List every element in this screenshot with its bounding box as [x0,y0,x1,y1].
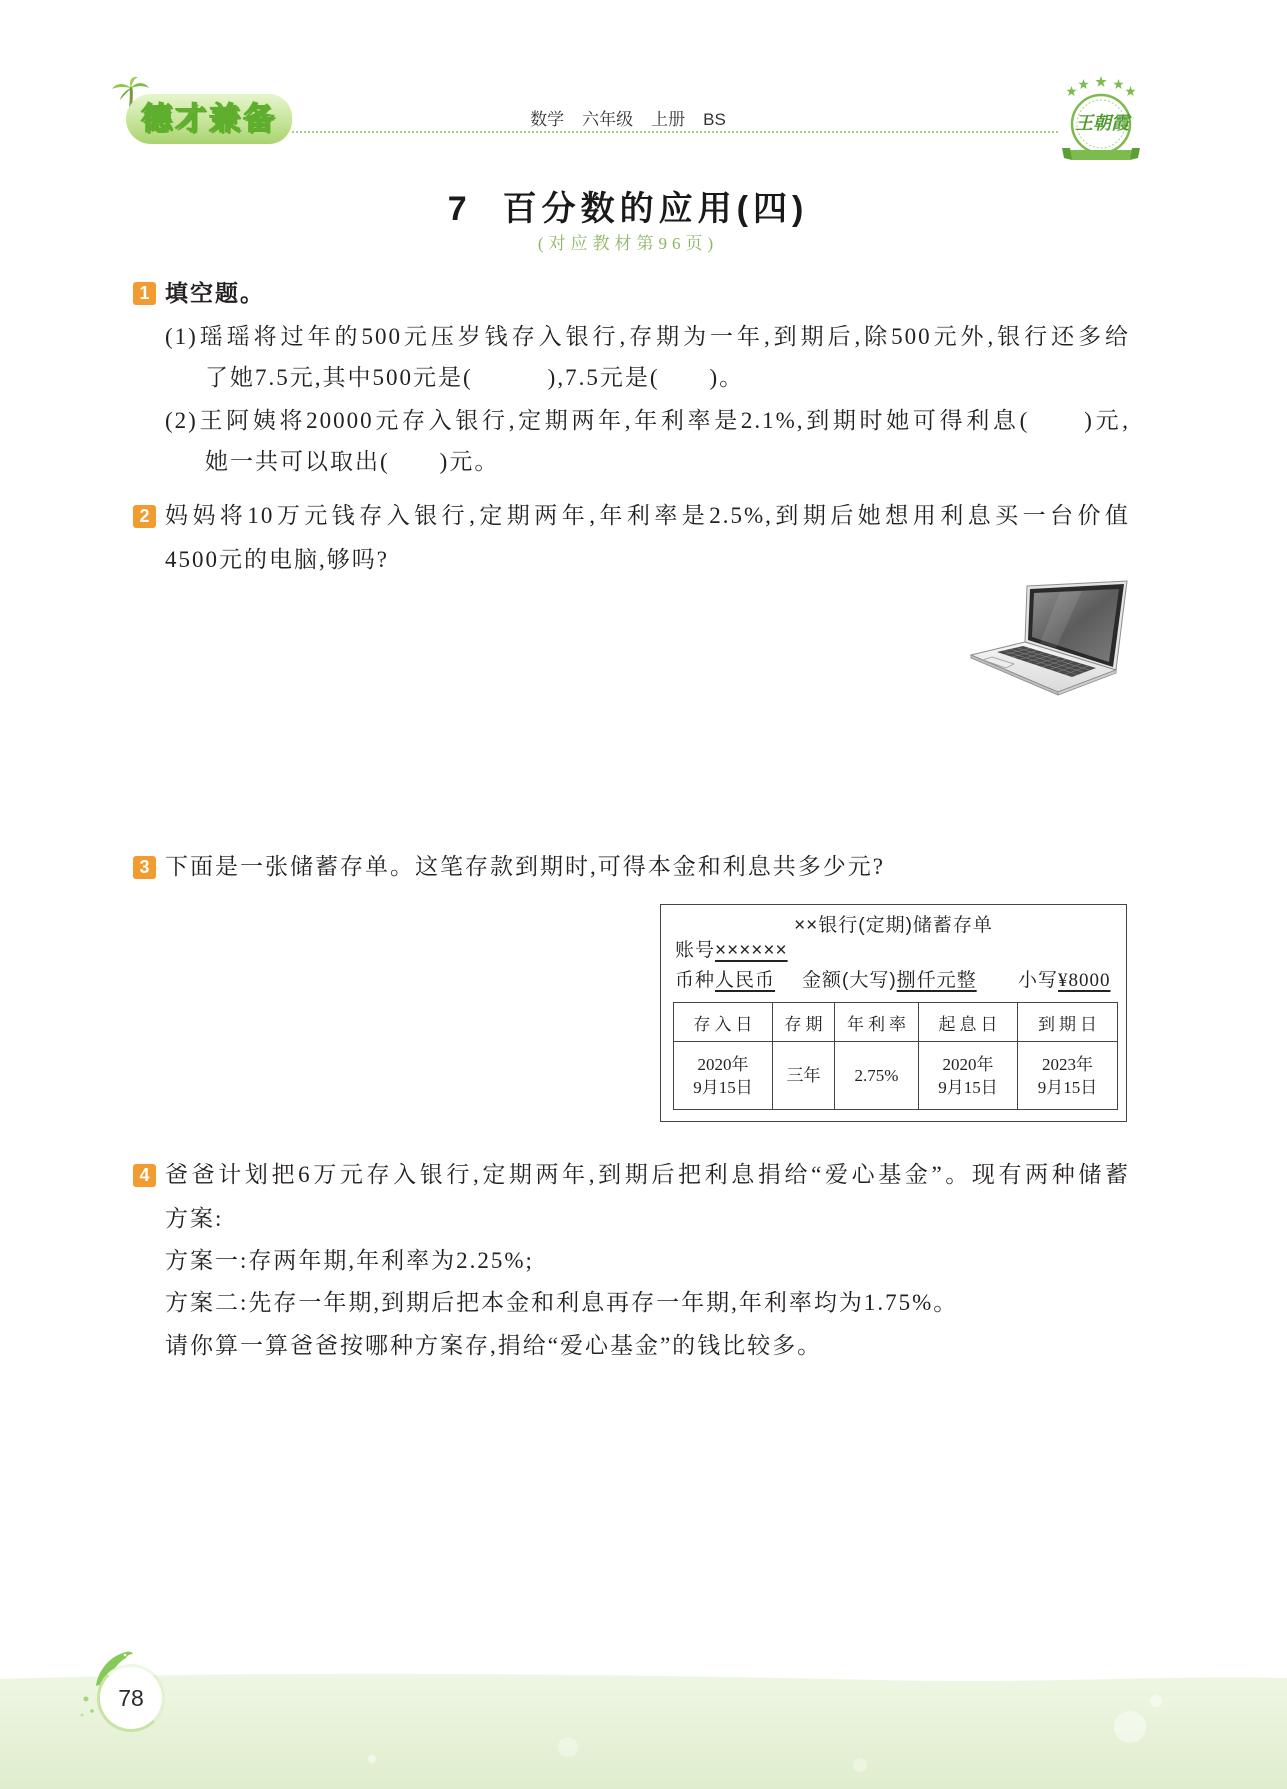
grade-label: 六年级 [582,110,634,129]
deposit-date-year: 2020年 [697,1054,749,1074]
question-3-line-1: 下面是一张储蓄存单。这笔存款到期时,可得本金和利息共多少元? [165,854,885,879]
rate-cell: 2.75% [835,1042,919,1110]
amount-upper-value: 捌仟元整 [896,970,977,991]
question-1-item-1-line-2: 了她7.5元,其中500元是( ),7.5元是( )。 [205,365,745,390]
question-4-plan-2: 方案二:先存一年期,到期后把本金和利息再存一年期,年利率均为1.75%。 [165,1290,959,1315]
term-cell: 三年 [773,1042,835,1110]
subject-label: 数学 [530,110,565,129]
currency-field [675,968,775,994]
question-1-item-2-line-2: 她一共可以取出( )元。 [205,449,500,474]
deposit-date-day: 9月15日 [693,1077,753,1097]
brand-logo-text: 德才兼备 [141,101,277,136]
start-date-cell [919,1042,1018,1110]
currency-value: 人民币 [715,970,776,991]
amount-upper-label: 金额(大写) [802,970,897,991]
column-header-start-date: 起息日 [919,1003,1018,1042]
amount-lower-label: 小写 [1018,970,1059,991]
deposit-date-cell [674,1042,773,1110]
question-number-badge: 4 [133,1164,156,1187]
amount-upper-field [802,968,977,994]
amount-lower-field [1018,968,1111,994]
brand-logo [126,94,292,144]
footer-band [0,1655,1287,1789]
account-field [675,938,788,964]
question-2-line-2: 4500元的电脑,够吗? [165,547,389,572]
volume-label: 上册 [651,110,686,129]
amount-lower-value: ¥8000 [1058,970,1111,991]
lesson-number: 7 [447,190,467,228]
account-label: 账号 [675,940,716,961]
page-number: 78 [97,1664,165,1732]
lesson-title-text: 百分数的应用(四) [502,190,809,228]
laptop-illustration [968,578,1132,696]
textbook-reference: (对应教材第96页) [537,234,719,253]
question-4-plan-1: 方案一:存两年期,年利率为2.25%; [165,1248,534,1273]
book-info [428,108,828,132]
start-date-year: 2020年 [942,1054,994,1074]
column-header-rate: 年利率 [835,1003,919,1042]
question-2-line-1: 妈妈将10万元钱存入银行,定期两年,年利率是2.5%,到期后她想用利息买一台价值 [165,503,1130,528]
maturity-date-year: 2023年 [1042,1054,1093,1074]
edition-label: BS [703,110,726,129]
question-number-badge: 2 [133,505,156,528]
lesson-title [328,186,928,232]
stamp-name: 王朝霞 [1075,113,1129,134]
question-number-badge: 3 [133,856,156,879]
header-dotted-rule [292,131,1058,133]
question-1-item-1-line-1: (1)瑶瑶将过年的500元压岁钱存入银行,存期为一年,到期后,除500元外,银行还多给 [165,324,1130,349]
star-icon [1066,76,1135,96]
slip-table [673,1002,1118,1110]
slip-title: ××银行(定期)储蓄存单 [794,915,993,936]
account-value: ×××××× [715,940,788,961]
question-4-line-1: 爸爸计划把6万元存入银行,定期两年,到期后把利息捐给“爱心基金”。现有两种储蓄 [165,1162,1130,1187]
question-4-line-2: 方案: [165,1206,224,1231]
table-row [674,1042,1118,1110]
start-date-day: 9月15日 [938,1077,998,1097]
column-header-maturity-date: 到期日 [1018,1003,1118,1042]
question-1-title: 填空题。 [165,280,265,306]
column-header-deposit-date: 存入日 [674,1003,773,1042]
slip-table-header [674,1003,1118,1042]
maturity-date-cell [1018,1042,1118,1110]
column-header-term: 存期 [773,1003,835,1042]
question-number-badge: 1 [133,282,156,305]
deposit-slip [660,904,1127,1122]
question-1-item-2-line-1: (2)王阿姨将20000元存入银行,定期两年,年利率是2.1%,到期时她可得利息( )元, [165,408,1130,433]
question-4-prompt: 请你算一算爸爸按哪种方案存,捐给“爱心基金”的钱比较多。 [165,1333,823,1358]
currency-label: 币种 [675,970,716,991]
maturity-date-day: 9月15日 [1037,1077,1098,1097]
